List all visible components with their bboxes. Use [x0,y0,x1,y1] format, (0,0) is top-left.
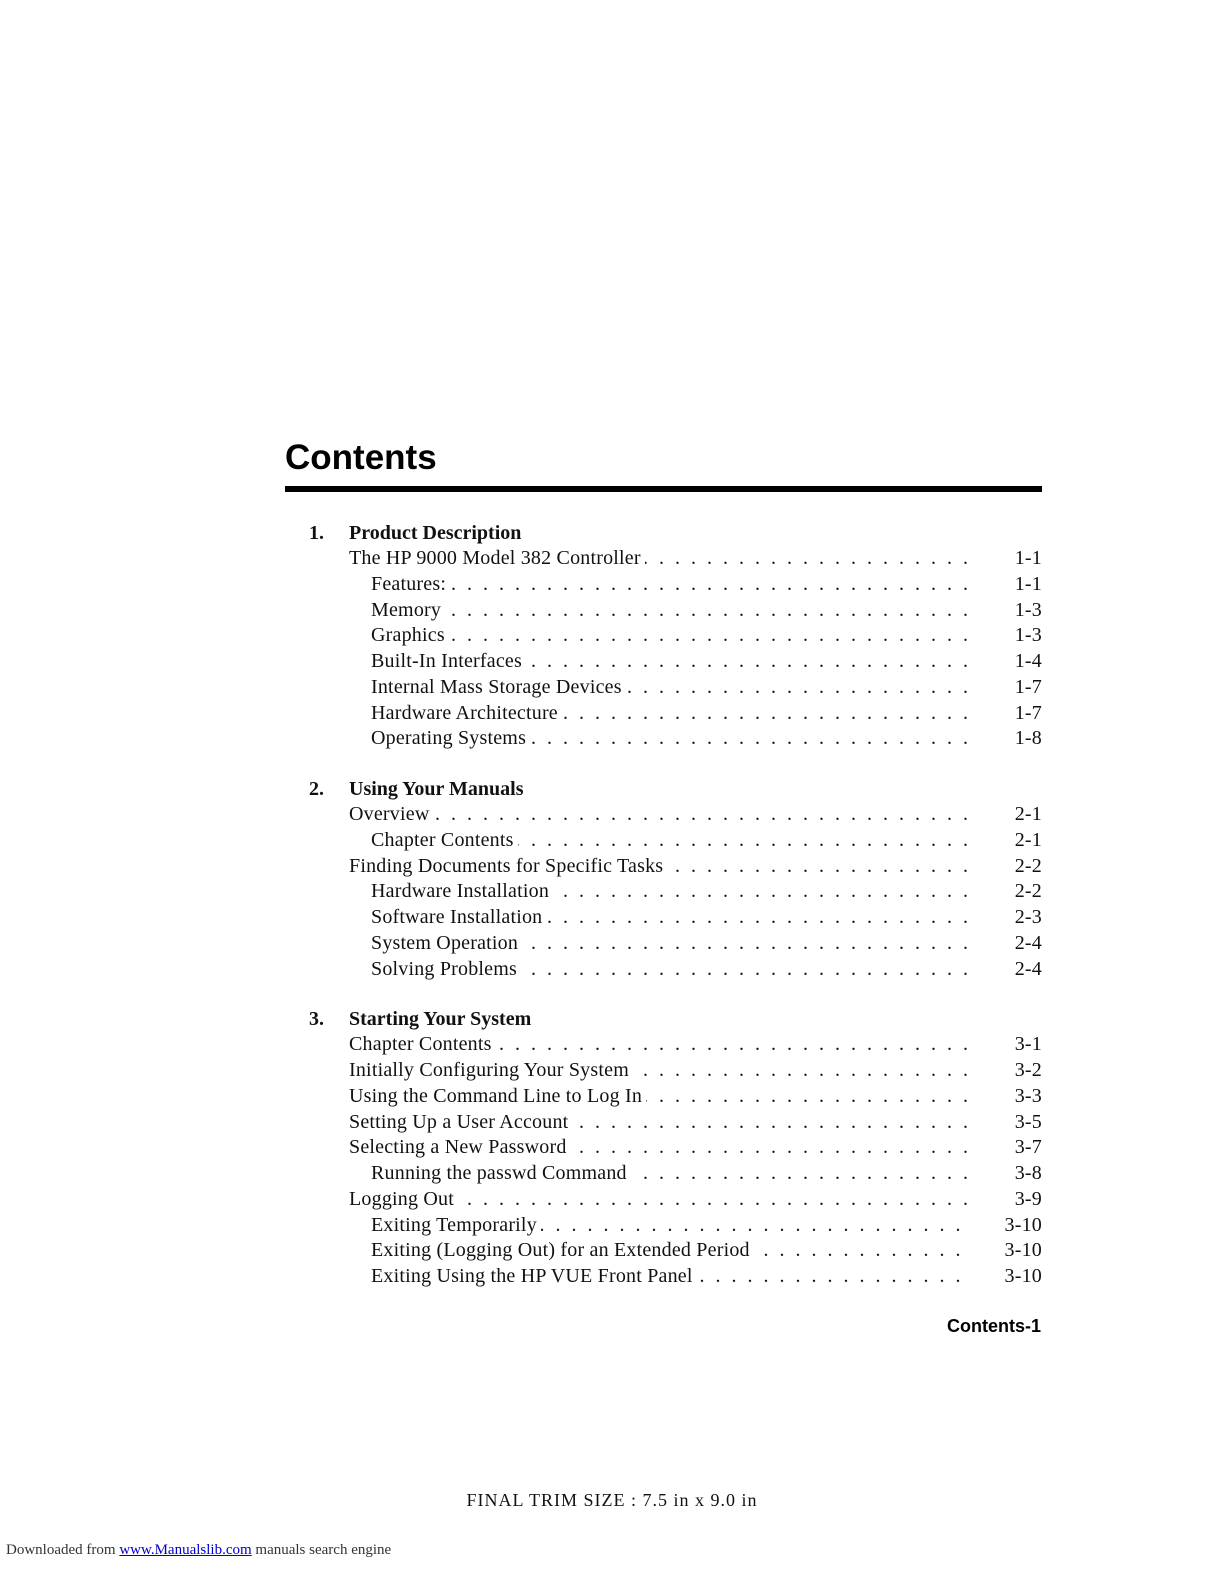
dot-leader [697,1264,961,1290]
toc-entry[interactable] [285,905,1042,931]
toc-entry[interactable] [285,931,1042,957]
trim-size-note: FINAL TRIM SIZE : 7.5 in x 9.0 in [466,1490,758,1510]
dot-leader [530,726,968,752]
toc-entry-title: Hardware Architecture [371,701,558,724]
toc-entry[interactable] [285,598,1042,624]
chapter-title: Using Your Manuals [349,778,524,800]
toc-entry[interactable] [285,957,1042,983]
toc-entry-title: System Operation [371,931,519,954]
toc-entry-page: 1-8 [1014,727,1042,750]
toc-entry-title: Software Installation [371,906,543,928]
source-prefix: Downloaded from [6,1542,116,1558]
toc-entry-title: Internal Mass Storage Devices [371,675,622,698]
chapter-heading[interactable] [285,520,1042,546]
chapter-heading[interactable] [285,776,1042,802]
toc-entry[interactable] [285,1161,1042,1187]
toc-entry-page: 2-3 [1014,906,1042,928]
toc-entry-title: Exiting Using the HP VUE Front Panel [371,1265,693,1287]
toc-entry-page: 1-7 [1014,701,1042,724]
toc-entry[interactable] [285,726,1042,752]
toc-entry[interactable] [285,701,1042,727]
toc-entry[interactable] [285,1084,1042,1110]
toc-entry-page: 3-9 [1014,1187,1042,1210]
toc-entry-title: Using the Command Line to Log In [349,1084,643,1107]
toc-entry-title: Logging Out [349,1187,454,1210]
toc-entry-page: 3-7 [1014,1136,1042,1159]
toc-chapter [285,776,1042,982]
dot-leader [518,828,968,854]
toc-entry-title: Chapter Contents [349,1033,492,1056]
chapter-number: 2. [309,778,324,800]
toc-entry[interactable] [285,1135,1042,1161]
toc-entry-page: 1-3 [1014,624,1042,647]
toc-entry[interactable] [285,1032,1042,1058]
toc-entry-page: 2-2 [1014,854,1042,877]
dot-leader [572,1110,968,1136]
toc-entry-page: 1-1 [1014,547,1042,569]
source-attribution [6,1542,391,1559]
chapter-number: 3. [309,1008,324,1031]
toc-entry-page: 1-3 [1014,598,1042,621]
toc-entry-page: 3-8 [1014,1162,1042,1184]
toc-entry-title: Graphics [371,624,445,647]
page-number: Contents-1 [947,1316,1041,1336]
toc-entry[interactable] [285,1238,1042,1264]
toc-entry-page: 3-10 [1004,1239,1042,1262]
dot-leader [562,701,968,727]
toc-entry-title: Hardware Installation [371,880,550,903]
toc-entry[interactable] [285,649,1042,675]
toc-entry-title: Features: [371,572,447,595]
dot-leader [449,623,968,649]
dot-leader [553,879,968,905]
toc-entry[interactable] [285,623,1042,649]
toc-entry-page: 3-2 [1014,1059,1042,1081]
toc-entry-title: Selecting a New Password [349,1136,567,1159]
toc-entry[interactable] [285,879,1042,905]
toc-entry-title: Chapter Contents [371,828,514,851]
toc-entry-title: Exiting (Logging Out) for an Extended Period [371,1239,750,1262]
dot-leader [667,854,968,880]
toc-entry-title: Setting Up a User Account [349,1110,569,1133]
dot-leader [626,675,968,701]
dot-leader [646,1084,968,1110]
toc-entry-title: Built-In Interfaces [371,650,522,672]
toc-entry-page: 3-10 [1004,1213,1042,1236]
toc-entry[interactable] [285,854,1042,880]
toc-entry[interactable] [285,1110,1042,1136]
dot-leader [754,1238,961,1264]
toc-entry-title: Operating Systems [371,727,527,750]
chapter-title: Starting Your System [349,1008,532,1031]
dot-leader [522,931,968,957]
toc-entry-title: Finding Documents for Specific Tasks [349,854,664,877]
dot-leader [445,598,968,624]
toc-entry-title: Running the passwd Command [371,1162,627,1184]
table-of-contents [285,520,1042,1314]
toc-entry-page: 2-1 [1014,803,1042,825]
page-title: Contents [285,438,437,477]
toc-entry-page: 1-4 [1014,650,1042,672]
toc-entry[interactable] [285,828,1042,854]
toc-entry-page: 1-1 [1014,572,1042,595]
toc-entry[interactable] [285,546,1042,572]
toc-entry-title: Memory [371,598,442,621]
toc-entry-title: Exiting Temporarily [371,1213,537,1236]
toc-entry-page: 3-10 [1004,1265,1042,1287]
toc-entry[interactable] [285,675,1042,701]
source-link[interactable]: www.Manualslib.com [119,1542,252,1558]
dot-leader [450,572,968,598]
dot-leader [631,1161,968,1187]
toc-entry[interactable] [285,802,1042,828]
toc-entry-page: 3-1 [1014,1033,1042,1056]
dot-leader [496,1032,968,1058]
dot-leader [571,1135,968,1161]
toc-chapter [285,1006,1042,1290]
toc-entry-page: 2-2 [1014,880,1042,903]
toc-entry[interactable] [285,572,1042,598]
toc-entry-title: The HP 9000 Model 382 Controller [349,547,641,569]
toc-entry-title: Initially Configuring Your System [349,1059,629,1081]
toc-entry[interactable] [285,1187,1042,1213]
dot-leader [526,649,968,675]
dot-leader [546,905,968,931]
title-rule [285,486,1042,492]
toc-chapter [285,520,1042,752]
chapter-title: Product Description [349,522,522,544]
toc-entry-page: 3-5 [1014,1110,1042,1133]
toc-entry-page: 1-7 [1014,675,1042,698]
toc-entry-page: 2-4 [1014,957,1042,980]
dot-leader [541,1213,961,1239]
dot-leader [458,1187,968,1213]
toc-entry-page: 3-3 [1014,1084,1042,1107]
toc-entry-page: 2-1 [1014,828,1042,851]
chapter-heading[interactable] [285,1006,1042,1032]
toc-entry[interactable] [285,1058,1042,1084]
toc-entry[interactable] [285,1213,1042,1239]
toc-entry-title: Solving Problems [371,957,517,980]
source-suffix: manuals search engine [255,1542,392,1558]
chapter-number: 1. [309,522,324,544]
toc-entry-title: Overview [349,803,430,825]
dot-leader [645,546,968,572]
dot-leader [633,1058,968,1084]
dot-leader [521,957,968,983]
dot-leader [433,802,968,828]
toc-entry[interactable] [285,1264,1042,1290]
toc-entry-page: 2-4 [1014,931,1042,954]
